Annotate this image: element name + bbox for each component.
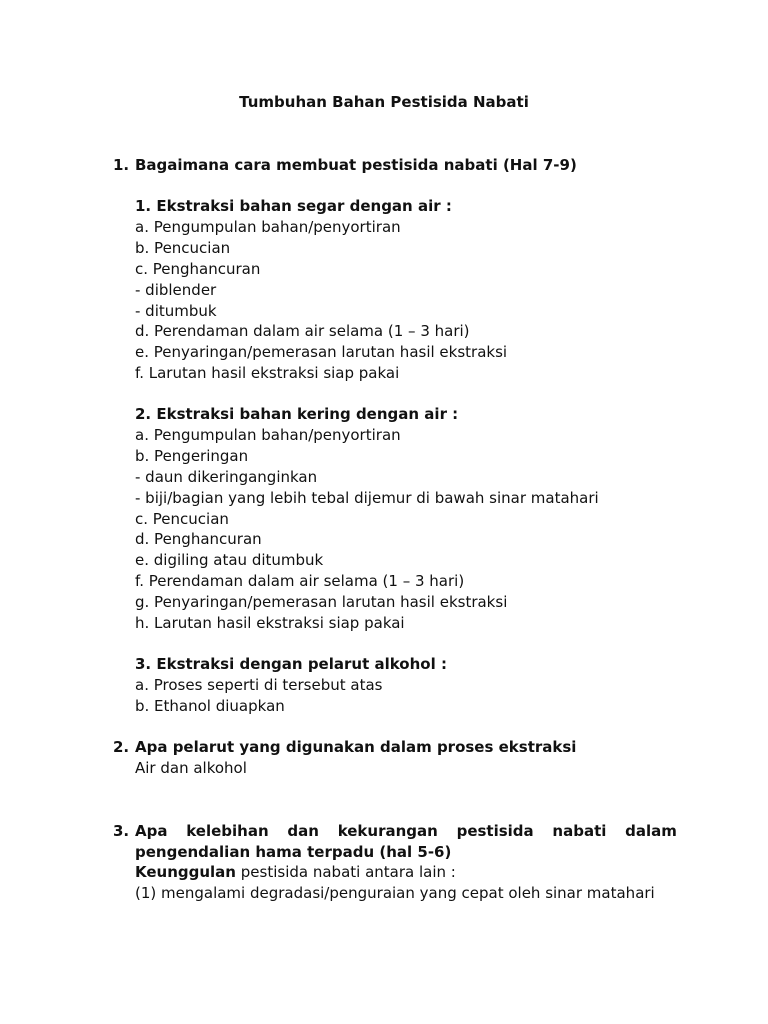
section-1-item: - ditumbuk <box>135 302 217 320</box>
section-1-item: a. Pengumpulan bahan/penyortiran <box>135 218 401 236</box>
question-3-word: Apa <box>135 822 168 840</box>
section-2-item: a. Pengumpulan bahan/penyortiran <box>135 426 401 444</box>
section-2-item: - daun dikeringanginkan <box>135 468 318 486</box>
section-3-item: a. Proses seperti di tersebut atas <box>135 676 383 694</box>
section-2-heading: 2. Ekstraksi bahan kering dengan air : <box>135 405 459 423</box>
question-3-word: kelebihan <box>186 822 269 840</box>
section-2-item: f. Perendaman dalam air selama (1 – 3 hari) <box>135 572 465 590</box>
question-3-word: pestisida <box>456 822 534 840</box>
section-1-item: b. Pencucian <box>135 239 231 257</box>
question-3-line-1 <box>135 821 677 841</box>
section-3-heading: 3. Ekstraksi dengan pelarut alkohol : <box>135 655 447 673</box>
question-3-line-2: pengendalian hama terpadu (hal 5-6) <box>135 843 452 861</box>
section-3-item: b. Ethanol diuapkan <box>135 697 285 715</box>
question-3-word: dalam <box>625 822 677 840</box>
section-1-item: d. Perendaman dalam air selama (1 – 3 hari) <box>135 322 470 340</box>
question-2-text: Apa pelarut yang digunakan dalam proses ekstraksi <box>135 738 577 756</box>
section-1-heading: 1. Ekstraksi bahan segar dengan air : <box>135 197 452 215</box>
section-1-item: c. Penghancuran <box>135 260 261 278</box>
advantage-rest: pestisida nabati antara lain : <box>236 863 456 881</box>
question-1-text: Bagaimana cara membuat pestisida nabati (Hal 7-9) <box>135 156 577 174</box>
section-2-item: - biji/bagian yang lebih tebal dijemur di bawah sinar matahari <box>135 489 599 507</box>
question-3-word: kekurangan <box>337 822 438 840</box>
section-2-item: c. Pencucian <box>135 510 229 528</box>
question-2-answer: Air dan alkohol <box>135 759 247 777</box>
advantage-label: Keunggulan <box>135 863 236 881</box>
section-1-item: - diblender <box>135 281 217 299</box>
document-title: Tumbuhan Bahan Pestisida Nabati <box>239 93 529 111</box>
question-2-number: 2. <box>113 738 130 756</box>
question-3-word: dan <box>287 822 319 840</box>
advantage-point-1: (1) mengalami degradasi/penguraian yang cepat oleh sinar matahari <box>135 884 655 902</box>
section-2-item: h. Larutan hasil ekstraksi siap pakai <box>135 614 405 632</box>
section-1-item: f. Larutan hasil ekstraksi siap pakai <box>135 364 400 382</box>
section-2-item: g. Penyaringan/pemerasan larutan hasil ekstraksi <box>135 593 508 611</box>
section-2-item: b. Pengeringan <box>135 447 249 465</box>
section-1-item: e. Penyaringan/pemerasan larutan hasil ekstraksi <box>135 343 508 361</box>
section-2-item: e. digiling atau ditumbuk <box>135 551 324 569</box>
question-3-number: 3. <box>113 822 130 840</box>
advantage-intro <box>135 862 456 882</box>
question-1-number: 1. <box>113 156 130 174</box>
question-3-word: nabati <box>552 822 607 840</box>
section-2-item: d. Penghancuran <box>135 530 262 548</box>
